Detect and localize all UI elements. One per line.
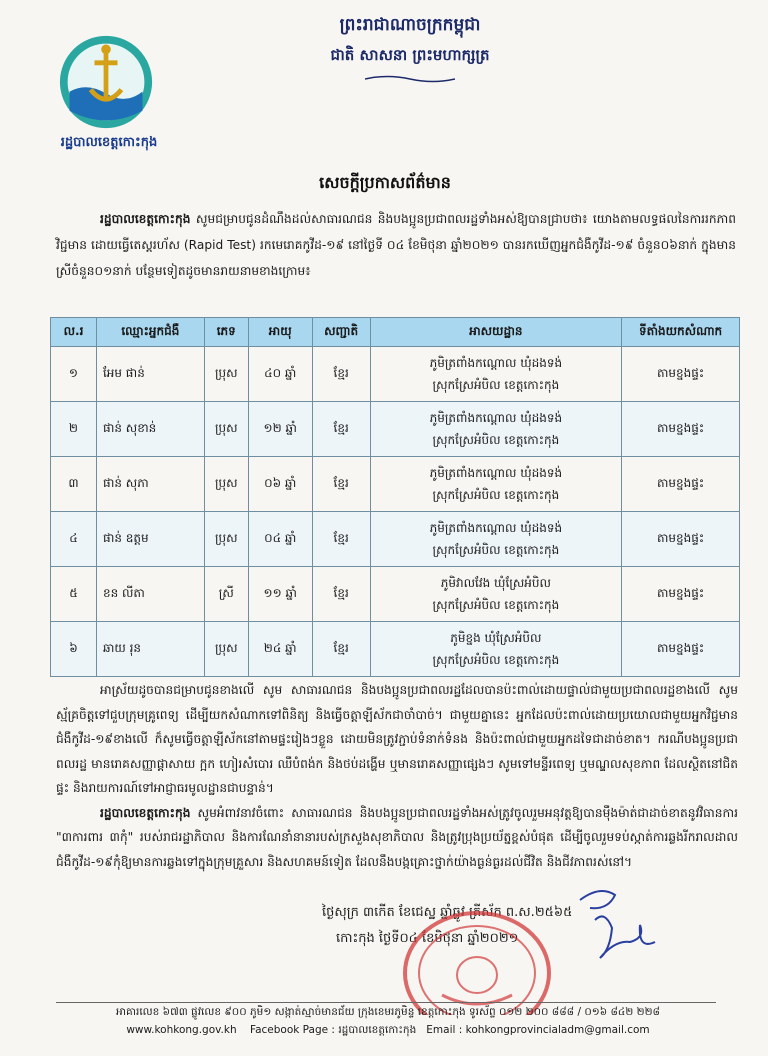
- cell-sex: ប្រុស: [204, 402, 248, 457]
- footer-email[interactable]: kohkongprovincialadm@gmail.com: [465, 1024, 650, 1036]
- cell-address: [370, 402, 622, 457]
- table-row: [51, 402, 740, 457]
- cell-nationality: ខ្មែរ: [312, 457, 370, 512]
- advice-paragraph: [56, 678, 738, 801]
- cell-sex: ស្រី: [204, 567, 248, 622]
- address-line-2: ស្រុកស្រែអំបិល ខេត្តកោះកុង: [432, 598, 560, 612]
- cell-age: ១១ ឆ្នាំ: [248, 567, 312, 622]
- cell-name: ផាន់ សុខាន់: [96, 402, 204, 457]
- cell-name: ឆាយ រុន: [96, 622, 204, 677]
- cell-no: ១: [51, 347, 97, 402]
- table-row: [51, 622, 740, 677]
- cell-no: ២: [51, 402, 97, 457]
- body-paragraphs: [56, 678, 738, 874]
- col-header-nationality: សញ្ជាតិ: [312, 318, 370, 347]
- signature-icon: [560, 880, 670, 970]
- address-line-2: ស្រុកស្រែអំបិល ខេត្តកោះកុង: [432, 543, 560, 557]
- table-row: [51, 512, 740, 567]
- cell-sex: ប្រុស: [204, 622, 248, 677]
- col-header-address: អាសយដ្ឋាន: [370, 318, 622, 347]
- cell-sex: ប្រុស: [204, 512, 248, 567]
- cell-age: ៤០ ឆ្នាំ: [248, 347, 312, 402]
- footer-email-label: Email :: [426, 1024, 463, 1036]
- cell-address: [370, 512, 622, 567]
- cell-site: តាមខ្នងផ្ទះ: [622, 622, 740, 677]
- col-header-age: អាយុ: [248, 318, 312, 347]
- appeal-text: សូមអំពាវនាវចំពោះ សាធារណជន និងបងប្អូនប្រជាពលរដ្ឋទាំងអស់ត្រូវចូលរួមអនុវត្តឱ្យបានម៉ឺងម៉ាត់ជាដាច់ខាតនូវវិធានការ "៣ការពារ ៣កុំ" របស់រាជរដ្ឋាភិបាល និងការណែនាំនានារបស់ក្រសួងសុខាភិបាល និងត្រូវប្រុងប្រយ័ត្នខ្ពស់បំផុត ដើម្បីចូលរួមទប់ស្កាត់ការឆ្លងរីករាលដាលជំងឺកូវីដ-១៩កុំឱ្យមានការឆ្លងទៅក្នុងក្រុមគ្រួសារ និងសហគមន៍ទៀត ដែលនឹងបង្កគ្រោះថ្នាក់យ៉ាងធ្ងន់ធ្ងរដល់ជីវិត និងជីវភាពរស់នៅ។: [56, 805, 738, 869]
- lunar-date: ថ្ងៃសុក្រ ៣កើត ខែជេស្ឋ ឆ្នាំឆ្លូវ ត្រីស័ក ព.ស.២៥៦៥: [322, 905, 573, 920]
- cell-name: អែម ផាន់: [96, 347, 204, 402]
- address-line-1: ភូមិត្រពាំងកណ្តោល ឃុំដងទង់: [429, 411, 563, 425]
- intro-paragraph: [56, 206, 736, 284]
- cell-nationality: ខ្មែរ: [312, 622, 370, 677]
- cell-no: ៥: [51, 567, 97, 622]
- cell-site: តាមខ្នងផ្ទះ: [622, 457, 740, 512]
- cases-table: [50, 317, 740, 677]
- cell-address: [370, 622, 622, 677]
- table-row: [51, 457, 740, 512]
- national-motto: ជាតិ សាសនា ព្រះមហាក្សត្រ: [330, 46, 490, 64]
- cell-name: ផាន់ ឧត្តម: [96, 512, 204, 567]
- cell-nationality: ខ្មែរ: [312, 402, 370, 457]
- appeal-lead: រដ្ឋបាលខេត្តកោះកុង: [100, 805, 191, 820]
- cell-address: [370, 567, 622, 622]
- footer-contacts: [58, 1024, 718, 1039]
- cell-site: តាមខ្នងផ្ទះ: [622, 512, 740, 567]
- cell-no: ៣: [51, 457, 97, 512]
- col-header-no: ល.រ: [51, 318, 97, 347]
- address-line-1: ភូមិត្រពាំងកណ្តោល ឃុំដងទង់: [429, 521, 563, 535]
- address-line-1: ភូមិត្រពាំងកណ្តោល ឃុំដងទង់: [429, 356, 563, 370]
- footer-address: អាគារលេខ ៦៧៣ ផ្លូវលេខ ៩០០ ភូមិ១ សង្កាត់ស្មាច់មានជ័យ ក្រុងខេមរភូមិន្ទ ខេត្តកោះកុង ទូរស័ព្ទ ០១២ ២០០ ៨៨៨ / ០១៦ ៨៤២ ២២៨: [116, 1006, 660, 1018]
- footer-facebook-label: Facebook Page :: [250, 1024, 335, 1036]
- cell-address: [370, 457, 622, 512]
- col-header-site: ទីតាំងយកសំណាក: [622, 318, 740, 347]
- address-line-1: ភូមិត្រពាំងកណ្តោល ឃុំដងទង់: [429, 466, 563, 480]
- cell-nationality: ខ្មែរ: [312, 567, 370, 622]
- cell-site: តាមខ្នងផ្ទះ: [622, 567, 740, 622]
- table-row: [51, 347, 740, 402]
- address-line-2: ស្រុកស្រែអំបិល ខេត្តកោះកុង: [432, 378, 560, 392]
- ornament-divider-icon: [365, 74, 455, 84]
- table-row: [51, 567, 740, 622]
- address-line-2: ស្រុកស្រែអំបិល ខេត្តកោះកុង: [432, 433, 560, 447]
- cell-age: ១២ ឆ្នាំ: [248, 402, 312, 457]
- cell-age: ០៤ ឆ្នាំ: [248, 512, 312, 567]
- intro-text: សូមជម្រាបជូនដំណឹងដល់សាធារណជន និងបងប្អូនប្រជាពលរដ្ឋទាំងអស់ឱ្យបានជ្រាបថា៖ យោងតាមលទ្ធផលនៃការរកភាពវិជ្ជមាន ដោយធ្វើតេស្តរហ័ស (Rapid Test) រកមេរោគកូវីដ-១៩ នៅថ្ងៃទី ០៤ ខែមិថុនា ឆ្នាំ២០២១ បានរកឃើញអ្នកជំងឺកូវីដ-១៩ ចំនួន០៦នាក់ ក្នុងមានស្រីចំនួន០១នាក់ បន្ថែមទៀតដូចមានរាយនាមខាងក្រោម៖: [56, 212, 736, 278]
- cell-site: តាមខ្នងផ្ទះ: [622, 347, 740, 402]
- cell-address: [370, 347, 622, 402]
- col-header-sex: ភេទ: [204, 318, 248, 347]
- cell-sex: ប្រុស: [204, 347, 248, 402]
- kingdom-heading: ព្រះរាជាណាចក្រកម្ពុជា: [339, 15, 481, 35]
- document-title: សេចក្តីប្រកាសព័ត៌មាន: [319, 173, 451, 192]
- address-line-1: ភូមិខ្នង ឃុំស្រែអំបិល: [450, 631, 542, 645]
- cell-no: ៦: [51, 622, 97, 677]
- address-line-2: ស្រុកស្រែអំបិល ខេត្តកោះកុង: [432, 653, 560, 667]
- cell-no: ៤: [51, 512, 97, 567]
- intro-lead: រដ្ឋបាលខេត្តកោះកុង: [100, 212, 191, 226]
- cell-site: តាមខ្នងផ្ទះ: [622, 402, 740, 457]
- footer-divider: [56, 1002, 716, 1003]
- col-header-name: ឈ្មោះអ្នកជំងឺ: [96, 318, 204, 347]
- cell-nationality: ខ្មែរ: [312, 347, 370, 402]
- kohkong-provincial-emblem-icon: [58, 34, 154, 130]
- table-header-row: [51, 318, 740, 347]
- advice-text: អាស្រ័យដូចបានជម្រាបជូនខាងលើ សូម សាធារណជន និងបងប្អូនប្រជាពលរដ្ឋដែលបានប៉ះពាល់ដោយផ្ទាល់ជាមួយប្រជាពលរដ្ឋខាងលើ សូមស្ម័គ្រចិត្តទៅជួបក្រុមគ្រូពេទ្យ ដើម្បីយកសំណាកទៅពិនិត្យ និងធ្វើចត្តាឡីស័កជាចាំបាច់។ ជាមួយគ្នានេះ អ្នកដែលប៉ះពាល់ដោយប្រយោលជាមួយអ្នកវិជ្ជមានជំងឺកូវីដ-១៩ខាងលើ ក៏សូមធ្វើចត្តាឡីស័កនៅតាមផ្ទះរៀងៗខ្លួន ដោយមិនត្រូវភ្ជាប់ទំនាក់ទំនង និងប៉ះពាល់ជាមួយអ្នកដទៃជាដាច់ខាត។ ករណីបងប្អូនប្រជាពលរដ្ឋ មានរោគសញ្ញាផ្តាសាយ ក្អក ហៀរសំបោរ ឈឺបំពង់ក និងថប់ដង្ហើម ឬមានរោគសញ្ញាផ្សេងៗ សូមទៅមន្ទីរពេទ្យ ឬមណ្ឌលសុខភាព ដែលស្ថិតនៅជិតផ្ទះ និងរាយការណ៍ទៅអាជ្ញាធរមូលដ្ឋានជាបន្ទាន់។: [56, 683, 738, 795]
- cell-age: ២៤ ឆ្នាំ: [248, 622, 312, 677]
- office-name: រដ្ឋបាលខេត្តកោះកុង: [60, 135, 158, 150]
- cell-name: ខន លីតា: [96, 567, 204, 622]
- official-red-seal-icon: [382, 895, 572, 1015]
- footer-website[interactable]: www.kohkong.gov.kh: [126, 1024, 237, 1036]
- address-line-2: ស្រុកស្រែអំបិល ខេត្តកោះកុង: [432, 488, 560, 502]
- cell-nationality: ខ្មែរ: [312, 512, 370, 567]
- cell-sex: ប្រុស: [204, 457, 248, 512]
- cell-age: ០៦ ឆ្នាំ: [248, 457, 312, 512]
- cell-name: ផាន់ សុភា: [96, 457, 204, 512]
- address-line-1: ភូមិវាលវែង ឃុំស្រែអំបិល: [440, 576, 551, 590]
- solar-date: កោះកុង ថ្ងៃទី០៤ ខែមិថុនា ឆ្នាំ២០២១: [336, 931, 519, 946]
- footer-facebook[interactable]: រដ្ឋបាលខេត្តកោះកុង: [338, 1024, 417, 1036]
- appeal-paragraph: [56, 801, 738, 875]
